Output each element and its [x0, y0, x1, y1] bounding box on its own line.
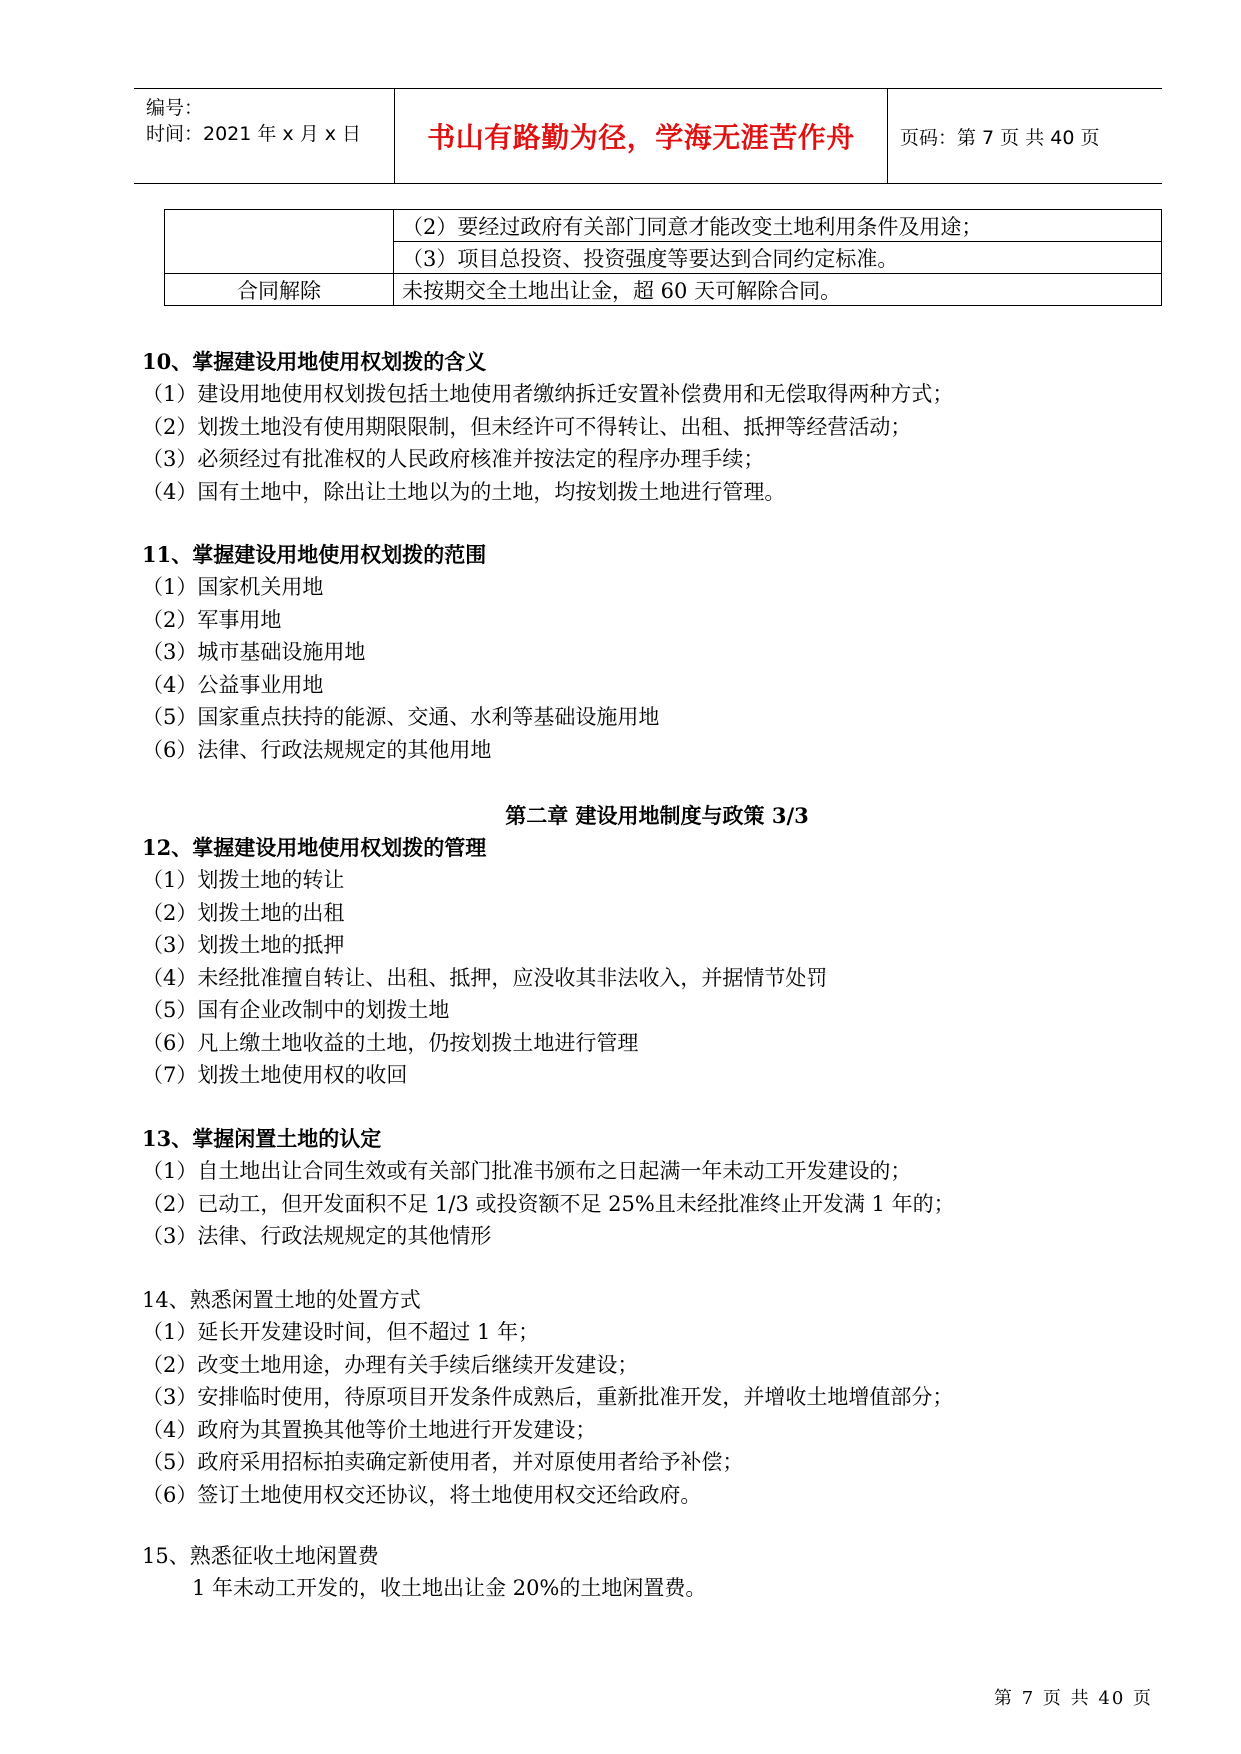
header-info-cell	[134, 89, 394, 183]
table-key-cell	[165, 210, 394, 242]
list-item: （1）划拨土地的转让	[142, 868, 345, 892]
table-value-cell: （2）要经过政府有关部门同意才能改变土地利用条件及用途；	[394, 210, 1162, 242]
list-item: （1）延长开发建设时间，但不超过 1 年；	[142, 1320, 540, 1344]
time-label: 时间：2021 年 x 月 x 日	[146, 123, 362, 145]
list-item: （4）国有土地中，除出让土地以为的土地，均按划拨土地进行管理。	[142, 479, 786, 504]
list-item: （2）军事用地	[142, 607, 282, 632]
list-item: （1）国家机关用地	[142, 575, 324, 599]
list-item: （5）政府采用招标拍卖确定新使用者，并对原使用者给予补偿；	[142, 1450, 744, 1474]
list-item: （5）国家重点扶持的能源、交通、水利等基础设施用地	[142, 705, 660, 729]
header-motto-cell	[394, 89, 888, 183]
list-item: （2）划拨土地没有使用期限限制，但未经许可不得转让、出租、抵押等经营活动；	[142, 414, 912, 439]
list-item: （2）已动工，但开发面积不足 1/3 或投资额不足 25%且未经批准终止开发满 1 年的；	[142, 1191, 955, 1216]
list-item: （2）改变土地用途，办理有关手续后继续开发建设；	[142, 1352, 639, 1377]
table-key-cell: 合同解除	[165, 274, 394, 306]
table-value-cell: 未按期交全土地出让金，超 60 天可解除合同。	[394, 274, 1162, 306]
list-item: （5）国有企业改制中的划拨土地	[142, 998, 450, 1022]
list-item: （7）划拨土地使用权的收回	[142, 1063, 408, 1087]
list-item: （6）签订土地使用权交还协议，将土地使用权交还给政府。	[142, 1482, 702, 1507]
list-item: （6）凡上缴土地收益的土地，仍按划拨土地进行管理	[142, 1030, 639, 1055]
list-item: （3）必须经过有批准权的人民政府核准并按法定的程序办理手续；	[142, 447, 765, 471]
table-row	[165, 274, 1162, 306]
list-item: 1 年未动工开发的，收土地出让金 20%的土地闲置费。	[192, 1576, 707, 1600]
list-item: （2）划拨土地的出租	[142, 900, 345, 925]
section-14	[142, 1284, 1172, 1511]
chapter-heading: 第二章 建设用地制度与政策 3/3	[505, 803, 809, 828]
section-title: 13、掌握闲置土地的认定	[142, 1126, 382, 1151]
table-row	[165, 210, 1162, 242]
list-item: （3）安排临时使用，待原项目开发条件成熟后，重新批准开发，并增收土地增值部分；	[142, 1385, 954, 1409]
section-title: 10、掌握建设用地使用权划拨的含义	[142, 349, 487, 374]
section-11	[142, 539, 1172, 766]
list-item: （3）法律、行政法规规定的其他情形	[142, 1224, 492, 1248]
table-key-cell	[165, 242, 394, 274]
section-10	[142, 346, 1172, 508]
section-title: 12、掌握建设用地使用权划拨的管理	[142, 835, 487, 860]
page-header	[134, 88, 1162, 184]
section-13	[142, 1123, 1172, 1253]
list-item: （4）政府为其置换其他等价土地进行开发建设；	[142, 1417, 597, 1442]
list-item: （3）城市基础设施用地	[142, 640, 366, 664]
table-value-cell: （3）项目总投资、投资强度等要达到合同约定标准。	[394, 242, 1162, 274]
section-15	[142, 1540, 1172, 1605]
section-title: 14、熟悉闲置土地的处置方式	[142, 1288, 421, 1312]
list-item: （6）法律、行政法规规定的其他用地	[142, 737, 492, 762]
section-12	[142, 832, 1172, 1092]
list-item: （1）建设用地使用权划拨包括土地使用者缴纳拆迁安置补偿费用和无偿取得两种方式；	[142, 382, 954, 406]
page-footer: 第 7 页 共 40 页	[994, 1688, 1153, 1709]
list-item: （1）自土地出让合同生效或有关部门批准书颁布之日起满一年未动工开发建设的；	[142, 1159, 912, 1183]
contract-table	[164, 209, 1162, 306]
motto-text: 书山有路勤为径，学海无涯苦作舟	[427, 121, 855, 154]
page-code: 页码：第 7 页 共 40 页	[900, 126, 1100, 149]
list-item: （4）未经批准擅自转让、出租、抵押，应没收其非法收入，并据情节处罚	[142, 965, 828, 990]
section-title: 11、掌握建设用地使用权划拨的范围	[142, 542, 487, 567]
list-item: （3）划拨土地的抵押	[142, 933, 345, 957]
serial-label: 编号：	[146, 97, 204, 119]
header-page-cell	[888, 89, 1162, 183]
list-item: （4）公益事业用地	[142, 672, 324, 697]
section-title: 15、熟悉征收土地闲置费	[142, 1544, 379, 1568]
table-row	[165, 242, 1162, 274]
